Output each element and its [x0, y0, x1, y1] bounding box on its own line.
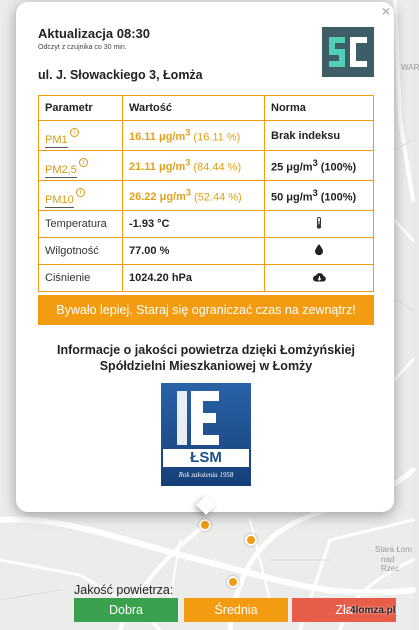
popup-tip: [196, 506, 216, 516]
pm10-value: 26.22 $\mu g/m^3$: [129, 187, 191, 204]
temperature-icon-cell: [265, 211, 374, 238]
site-watermark: 4lomza.pl: [350, 605, 396, 616]
table-row: [39, 211, 374, 238]
water-drop-icon: [315, 244, 323, 255]
measurements-table: [38, 95, 374, 292]
column-header-parametr: Parametr: [39, 96, 123, 121]
table-header-row: [39, 96, 374, 121]
info-icon[interactable]: i: [76, 188, 85, 197]
update-title: Aktualizacja 08:30: [38, 26, 151, 41]
table-row: [39, 151, 374, 181]
param-cell: [39, 181, 123, 211]
pm25-percent: (84.44 %): [193, 161, 242, 174]
pm1-percent: (16.11 %): [193, 131, 241, 144]
pressure-value: 1024.20 hPa: [123, 265, 265, 292]
sensor-marker[interactable]: [245, 534, 257, 546]
pm25-link[interactable]: PM2,5: [45, 163, 77, 176]
info-icon[interactable]: i: [79, 158, 88, 167]
column-header-wartosc: Wartość: [123, 96, 265, 121]
table-row: [39, 265, 374, 292]
pm1-link[interactable]: PM1: [45, 133, 68, 146]
param-cell: [39, 121, 123, 151]
sensor-address: ul. J. Słowackiego 3, Łomża: [38, 68, 203, 82]
legend-medium-button[interactable]: Średnia: [184, 598, 288, 622]
value-cell: [123, 181, 265, 211]
param-cell: [39, 151, 123, 181]
sc-logo: [322, 27, 374, 77]
legend-label: Jakość powietrza:: [74, 583, 174, 597]
humidity-label: Wilgotność: [39, 238, 123, 265]
pm1-value: 16.11 $\mu g/m^3$: [129, 127, 191, 144]
pm10-norm: 50 $\mu g/m^3$ (100%): [265, 181, 374, 211]
table-row: [39, 121, 374, 151]
table-row: [39, 181, 374, 211]
thermometer-icon: [315, 217, 323, 229]
pm10-link[interactable]: PM10: [45, 193, 74, 206]
map-label-war: WAR: [401, 63, 419, 72]
pm10-percent: (52.44 %): [194, 191, 242, 204]
map-label-nad-rzeka: nad Rzec: [381, 555, 400, 573]
pm25-norm: 25 $\mu g/m^3$ (100%): [265, 151, 374, 181]
sensor-marker-selected[interactable]: [199, 519, 211, 531]
cloud-download-icon: [313, 272, 326, 282]
legend-bad-button[interactable]: Zła: [292, 598, 396, 622]
table-row: [39, 238, 374, 265]
column-header-norma: Norma: [265, 96, 374, 121]
temperature-label: Temperatura: [39, 211, 123, 238]
sensor-marker[interactable]: [227, 576, 239, 588]
air-quality-banner: Bywało lepiej. Staraj się ograniczać czas na zewnątrz!: [38, 295, 374, 325]
update-subtitle: Odczyt z czujnika co 30 min.: [38, 44, 127, 51]
info-sponsor-text: Informacje o jakości powietrza dzięki Łomżyńskiej Spółdzielni Mieszkaniowej w Łomży: [56, 343, 355, 373]
humidity-icon-cell: [265, 238, 374, 265]
temperature-value: -1.93 °C: [123, 211, 265, 238]
value-cell: [123, 121, 265, 151]
close-button[interactable]: ×: [381, 3, 390, 19]
value-cell: [123, 151, 265, 181]
pm25-value: 21.11 $\mu g/m^3$: [129, 157, 191, 174]
sensor-popup: [16, 2, 394, 512]
humidity-value: 77.00 %: [123, 238, 265, 265]
legend-good-button[interactable]: Dobra: [74, 598, 178, 622]
lsm-logo-tagline: Rok założenia 1958: [178, 471, 234, 479]
pressure-label: Ciśnienie: [39, 265, 123, 292]
lsm-logo-brand: ŁSM: [190, 449, 222, 466]
pressure-icon-cell: [265, 265, 374, 292]
map-label-stara-lomza: Stara Łom: [375, 545, 412, 554]
info-icon[interactable]: i: [70, 128, 79, 137]
pm1-norm: Brak indeksu: [265, 121, 374, 151]
